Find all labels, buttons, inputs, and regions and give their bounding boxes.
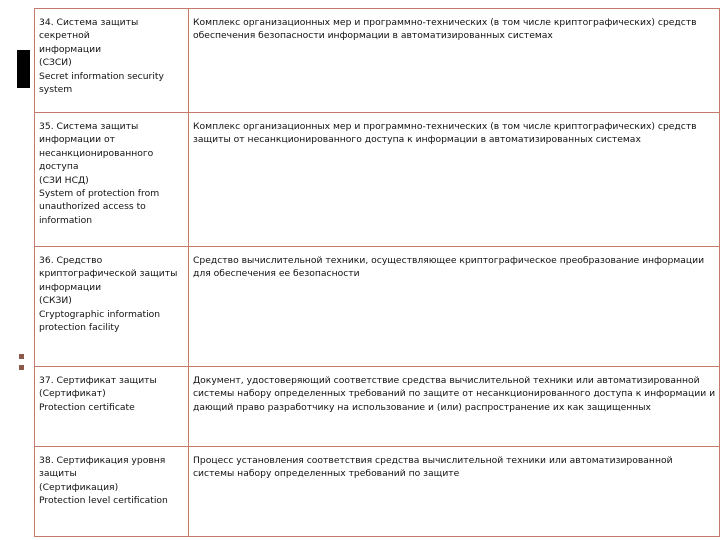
term-line: Cryptographic information	[39, 308, 161, 320]
term-line: (СЗИ НСД)	[39, 174, 89, 186]
term-line: system	[39, 84, 73, 96]
term-cell	[35, 247, 189, 367]
term-line: (Сертификат)	[39, 388, 106, 400]
term-line: 35. Система защиты	[39, 121, 139, 132]
table-row	[35, 367, 720, 447]
left-black-bar	[17, 50, 30, 88]
term-line: Secret information security	[39, 70, 164, 82]
definition-cell: Комплекс организационных мер и программно-технических (в том числе криптографических) средств защиты от несанкционированного доступа к информации в автоматизированных системах	[189, 113, 720, 247]
term-line: (СКЗИ)	[39, 295, 72, 307]
table-row	[35, 9, 720, 113]
term-line: 36. Средство	[39, 255, 103, 266]
term-line: информации	[39, 281, 102, 293]
term-line: information	[39, 214, 93, 226]
term-line: (Сертификация)	[39, 481, 119, 493]
table-row	[35, 447, 720, 537]
term-line: unauthorized access to	[39, 201, 146, 213]
left-marker-upper	[19, 354, 24, 359]
term-cell	[35, 9, 189, 113]
term-line: protection facility	[39, 322, 120, 334]
definition-cell: Процесс установления соответствия средства вычислительной техники или автоматизированной системы набору определенных требований по защите	[189, 447, 720, 537]
term-line: 38. Сертификация уровня	[39, 455, 166, 466]
term-cell	[35, 113, 189, 247]
table-row	[35, 113, 720, 247]
left-marker-lower	[19, 365, 24, 370]
term-cell	[35, 447, 189, 537]
terms-table	[34, 8, 720, 537]
definition-cell: Комплекс организационных мер и программно-технических (в том числе криптографических) средств обеспечения безопасности информации в автоматизированных системах	[189, 9, 720, 113]
term-cell	[35, 367, 189, 447]
table-row	[35, 247, 720, 367]
definition-cell: Документ, удостоверяющий соответствие средства вычислительной техники или автоматизированной системы набору определенных требований по защите от несанкционированного доступа к информации и дающий право разработчику на использование и (или) распространение их как защищенных	[189, 367, 720, 447]
term-line: несанкционированного	[39, 147, 154, 159]
definition-cell: Средство вычислительной техники, осуществляющее криптографическое преобразование информации для обеспечения ее безопасности	[189, 247, 720, 367]
term-line: 34. Система защиты секретной	[39, 17, 139, 42]
term-line: доступа	[39, 161, 79, 173]
term-line: информации от	[39, 134, 115, 146]
term-line: System of protection from	[39, 188, 160, 200]
term-line: 37. Сертификат защиты	[39, 375, 157, 386]
term-line: Protection certificate	[39, 401, 135, 413]
term-line: криптографической защиты	[39, 268, 178, 280]
term-line: информации	[39, 43, 102, 55]
term-line: Protection level certification	[39, 495, 168, 507]
term-line: (СЗСИ)	[39, 57, 72, 69]
term-line: защиты	[39, 468, 77, 480]
